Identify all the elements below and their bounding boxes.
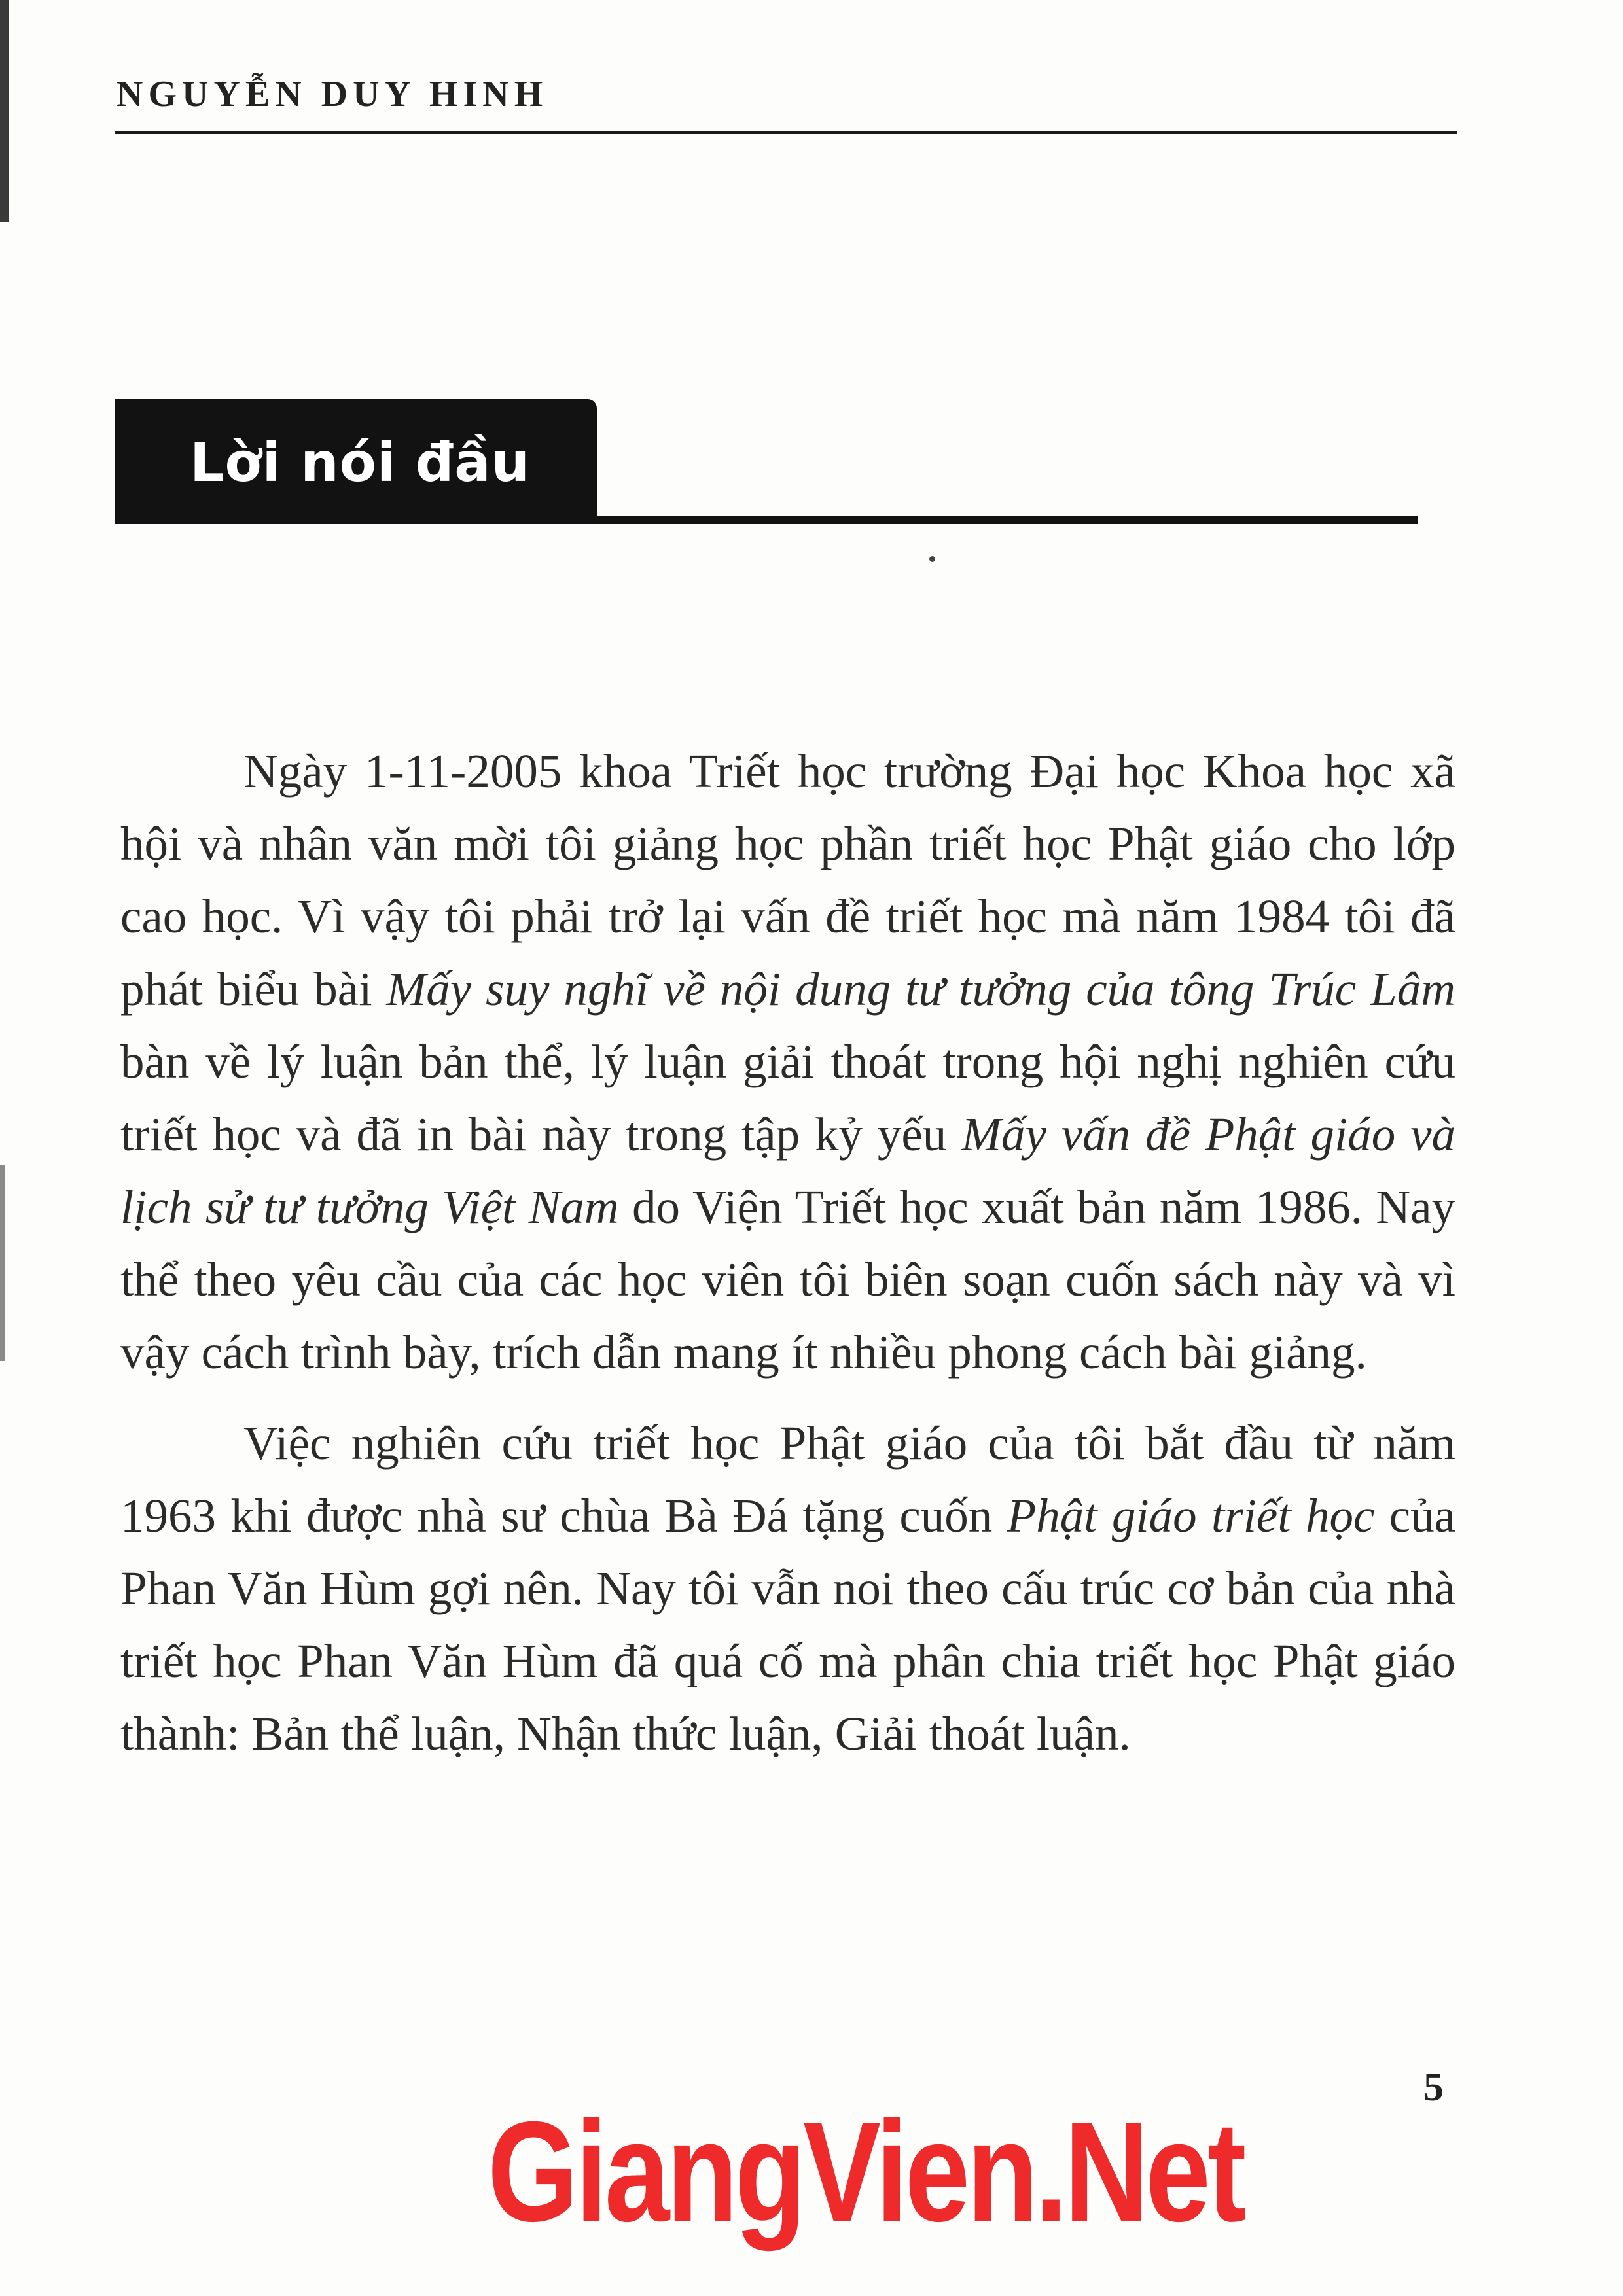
- page-edge-shadow-lower: [0, 1165, 5, 1361]
- section-title: Lời nói đầu: [190, 432, 531, 494]
- text-run: Ngày 1-11-2005 khoa Triết học trường Đại học Khoa học xã hội và nhân văn mời tôi giảng học phần triết học Phật giáo cho lớp cao học. Vì vậy tôi phải trở lại vấn đề triết học mà năm 1984 tôi đã phát biểu bài: [120, 745, 1455, 1016]
- section-title-rule: [115, 516, 1418, 524]
- header-rule: [115, 131, 1457, 134]
- text-run: Việc nghiên cứu triết học Phật giáo của tôi bắt đầu từ năm 1963 khi được nhà sư chùa Bà Đá tặng cuốn: [120, 1417, 1455, 1542]
- text-run: của Phan Văn Hùm gợi nên. Nay tôi vẫn noi theo cấu trúc cơ bản của nhà triết học Phan Văn Hùm đã quá cố mà phân chia triết học Phật giáo thành: Bản thể luận, Nhận thức luận, Giải thoát luận.: [120, 1489, 1455, 1760]
- text-run: bàn về lý luận bản thể, lý luận giải thoát trong hội nghị nghiên cứu triết học và đã in bài này trong tập kỷ yếu: [120, 1035, 1455, 1161]
- running-header: NGUYỄN DUY HINH: [116, 74, 548, 115]
- book-title-italic: Phật giáo triết học: [1007, 1489, 1375, 1542]
- scan-speck: [929, 556, 935, 562]
- watermark: GiangVien.Net: [488, 2093, 1243, 2252]
- body-text: [120, 735, 1455, 1788]
- book-title-italic: Mấy vấn đề Phật giáo và lịch sử tư tưởng Việt Nam: [120, 1108, 1455, 1233]
- page-number: 5: [1423, 2065, 1444, 2110]
- page-edge-shadow: [0, 0, 9, 222]
- book-title-italic: Mấy suy nghĩ về nội dung tư tưởng của tông Trúc Lâm: [386, 963, 1455, 1016]
- paragraph: [120, 735, 1455, 1388]
- text-run: do Viện Triết học xuất bản năm 1986. Nay thể theo yêu cầu của các học viên tôi biên soạn cuốn sách này và vì vậy cách trình bày, trích dẫn mang ít nhiều phong cách bài giảng.: [120, 1180, 1455, 1379]
- paragraph: [120, 1407, 1455, 1770]
